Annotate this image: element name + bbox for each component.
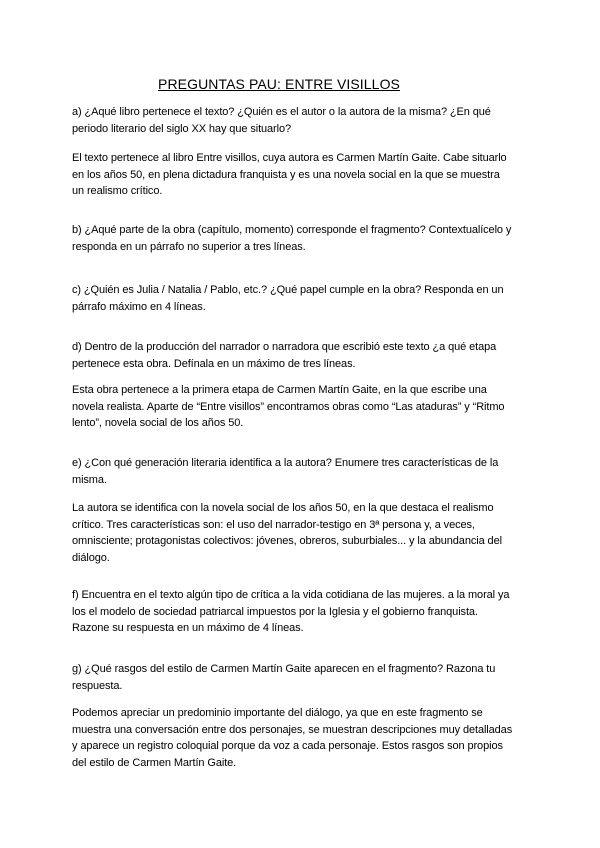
text-line: omnisciente; protagonistas colectivos: jóvenes, obreros, suburbiales... y la abundancia del [72, 535, 502, 547]
text-line: Podemos apreciar un predominio importante del diálogo, ya que en este fragmento se [72, 707, 483, 719]
text-line: a) ¿Aqué libro pertenece el texto? ¿Quién es el autor o la autora de la misma? ¿En qué [72, 106, 491, 118]
text-line: La autora se identifica con la novela social de los años 50, en la que destaca el realismo [72, 502, 494, 514]
text-line: diálogo. [72, 551, 110, 564]
text-line: lento”, novela social de los años 50. [72, 417, 244, 429]
text-line: c) ¿Quién es Julia / Natalia / Pablo, etc.? ¿Qué papel cumple en la obra? Responda en un [72, 284, 504, 296]
question-g [72, 661, 532, 694]
text-line: d) Dentro de la producción del narrador o narradora que escribió este texto ¿a qué etapa [72, 341, 497, 353]
answer-a [72, 150, 532, 200]
text-line: pertenece esta obra. Defínala en un máximo de tres líneas. [72, 357, 356, 370]
text-line: crítico. Tres características son: el uso del narrador-testigo en 3ª persona y, a veces, [72, 518, 475, 531]
text-line: b) ¿Aqué parte de la obra (capítulo, momento) corresponde el fragmento? Contextualícelo y [72, 224, 512, 236]
text-line: los el modelo de sociedad patriarcal impuestos por la Iglesia y el gobierno franquista. [72, 605, 478, 618]
text-line: párrafo máximo en 4 líneas. [72, 300, 206, 313]
text-line: del estilo de Carmen Martín Gaite. [72, 756, 237, 769]
text-line: periodo literario del siglo XX hay que situarlo? [72, 122, 291, 135]
text-line: respuesta. [72, 679, 123, 692]
text-line: El texto pertenece al libro Entre visillos, cuya autora es Carmen Martín Gaite. Cabe situarlo [72, 152, 507, 164]
question-a [72, 104, 532, 137]
text-line: y aparece un registro coloquial porque da voz a cada personaje. Estos rasgos son propios [72, 740, 503, 752]
question-f [72, 587, 532, 637]
text-line: g) ¿Qué rasgos del estilo de Carmen Martín Gaite aparecen en el fragmento? Razona tu [72, 663, 496, 675]
page-title: PREGUNTAS PAU: ENTRE VISILLOS [158, 76, 400, 92]
text-line: Esta obra pertenece a la primera etapa de Carmen Martín Gaite, en la que escribe una [72, 384, 487, 396]
question-c [72, 282, 532, 315]
text-line: en los años 50, en plena dictadura franquista y es una novela social en la que se muestra [72, 168, 500, 181]
answer-d [72, 382, 532, 432]
text-line: Razone su respuesta en un máximo de 4 líneas. [72, 622, 304, 634]
question-e [72, 455, 532, 488]
answer-e [72, 500, 532, 566]
text-line: novela realista. Aparte de “Entre visillos” encontramos obras como “Las ataduras” y “Ritmo [72, 400, 505, 413]
text-line: f) Encuentra en el texto algún tipo de crítica a la vida cotidiana de las mujeres. a la moral ya [72, 589, 510, 601]
text-line: un realismo crítico. [72, 185, 163, 197]
text-line: responda en un párrafo no superior a tres líneas. [72, 240, 306, 253]
answer-g [72, 705, 532, 771]
text-line: muestra una conversación entre dos personajes, se muestran descripciones muy detalladas [72, 723, 513, 736]
text-line: misma. [72, 473, 107, 486]
text-line: e) ¿Con qué generación literaria identifica a la autora? Enumere tres características de la [72, 457, 499, 469]
question-d [72, 339, 532, 372]
question-b [72, 222, 532, 255]
